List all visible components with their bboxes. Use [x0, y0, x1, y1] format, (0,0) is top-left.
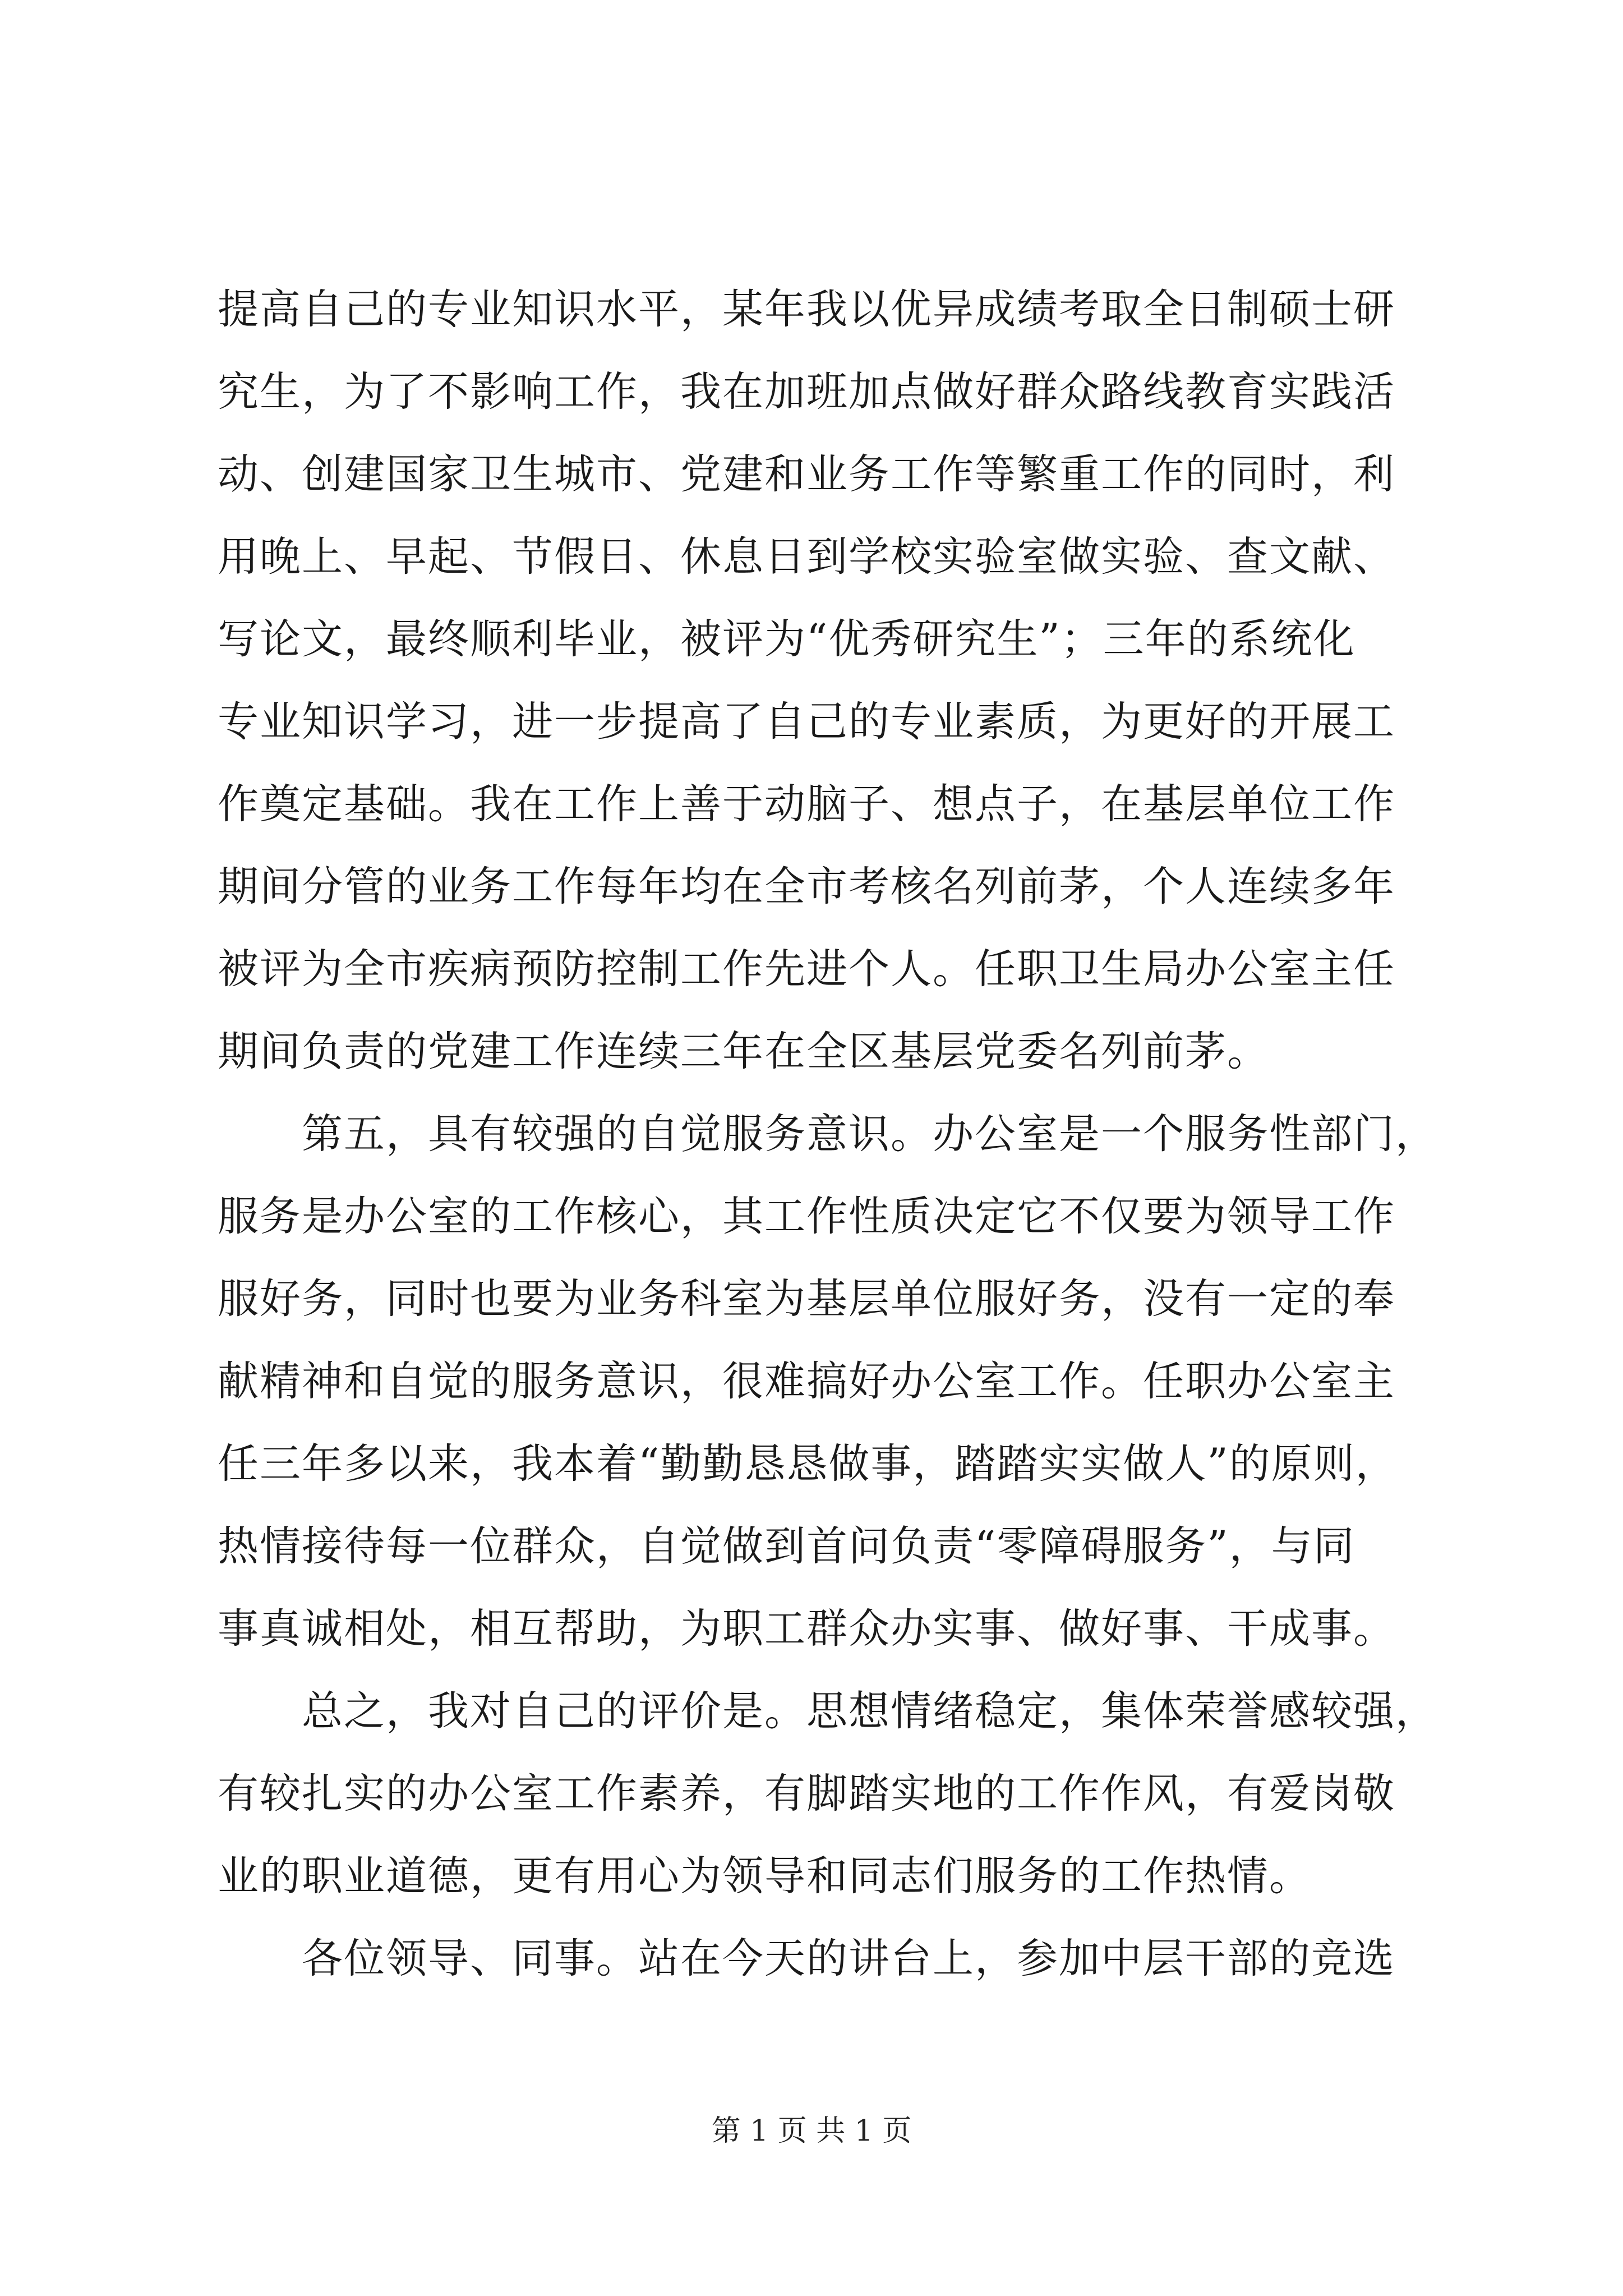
paragraph-start-line: 第五，具有较强的自觉服务意识。办公室是一个服务性部门， — [218, 1110, 1437, 1158]
paragraph-start-line: 总之，我对自己的评价是。思想情绪稳定，集体荣誉感较强， — [218, 1687, 1437, 1735]
page-number-footer: 第 1 页 共 1 页 — [711, 2114, 912, 2148]
text-line: 究生，为了不影响工作，我在加班加点做好群众路线教育实践活 — [218, 368, 1395, 416]
text-line: 写论文，最终顺利毕业，被评为“优秀研究生”；三年的系统化 — [218, 615, 1355, 663]
text-line: 专业知识学习，进一步提高了自己的专业素质，为更好的开展工 — [218, 698, 1395, 746]
text-line: 热情接待每一位群众，自觉做到首问负责“零障碍服务”，与同 — [218, 1522, 1355, 1570]
text-line: 服务是办公室的工作核心，其工作性质决定它不仅要为领导工作 — [218, 1193, 1395, 1240]
text-line: 动、创建国家卫生城市、党建和业务工作等繁重工作的同时，利 — [218, 450, 1395, 498]
text-line: 献精神和自觉的服务意识，很难搞好办公室工作。任职办公室主 — [218, 1358, 1395, 1405]
text-line: 有较扎实的办公室工作素养，有脚踏实地的工作作风，有爱岗敬 — [218, 1770, 1395, 1818]
text-line: 提高自己的专业知识水平，某年我以优异成绩考取全日制硕士研 — [218, 286, 1395, 333]
body-text — [218, 268, 1437, 2000]
text-line: 业的职业道德，更有用心为领导和同志们服务的工作热情。 — [218, 1852, 1311, 1900]
text-line: 服好务，同时也要为业务科室为基层单位服好务，没有一定的奉 — [218, 1275, 1395, 1323]
text-line: 被评为全市疾病预防控制工作先进个人。任职卫生局办公室主任 — [218, 945, 1395, 993]
text-line: 用晚上、早起、节假日、休息日到学校实验室做实验、查文献、 — [218, 533, 1395, 581]
text-line: 任三年多以来，我本着“勤勤恳恳做事，踏踏实实做人”的原则， — [218, 1440, 1398, 1488]
text-line: 作奠定基础。我在工作上善于动脑子、想点子，在基层单位工作 — [218, 780, 1395, 828]
text-line: 期间分管的业务工作每年均在全市考核名列前茅，个人连续多年 — [218, 863, 1395, 910]
text-line: 事真诚相处，相互帮助，为职工群众办实事、做好事、干成事。 — [218, 1605, 1395, 1653]
paragraph-start-line: 各位领导、同事。站在今天的讲台上，参加中层干部的竞选 — [218, 1935, 1395, 1982]
text-line: 期间负责的党建工作连续三年在全区基层党委名列前茅。 — [218, 1028, 1269, 1075]
